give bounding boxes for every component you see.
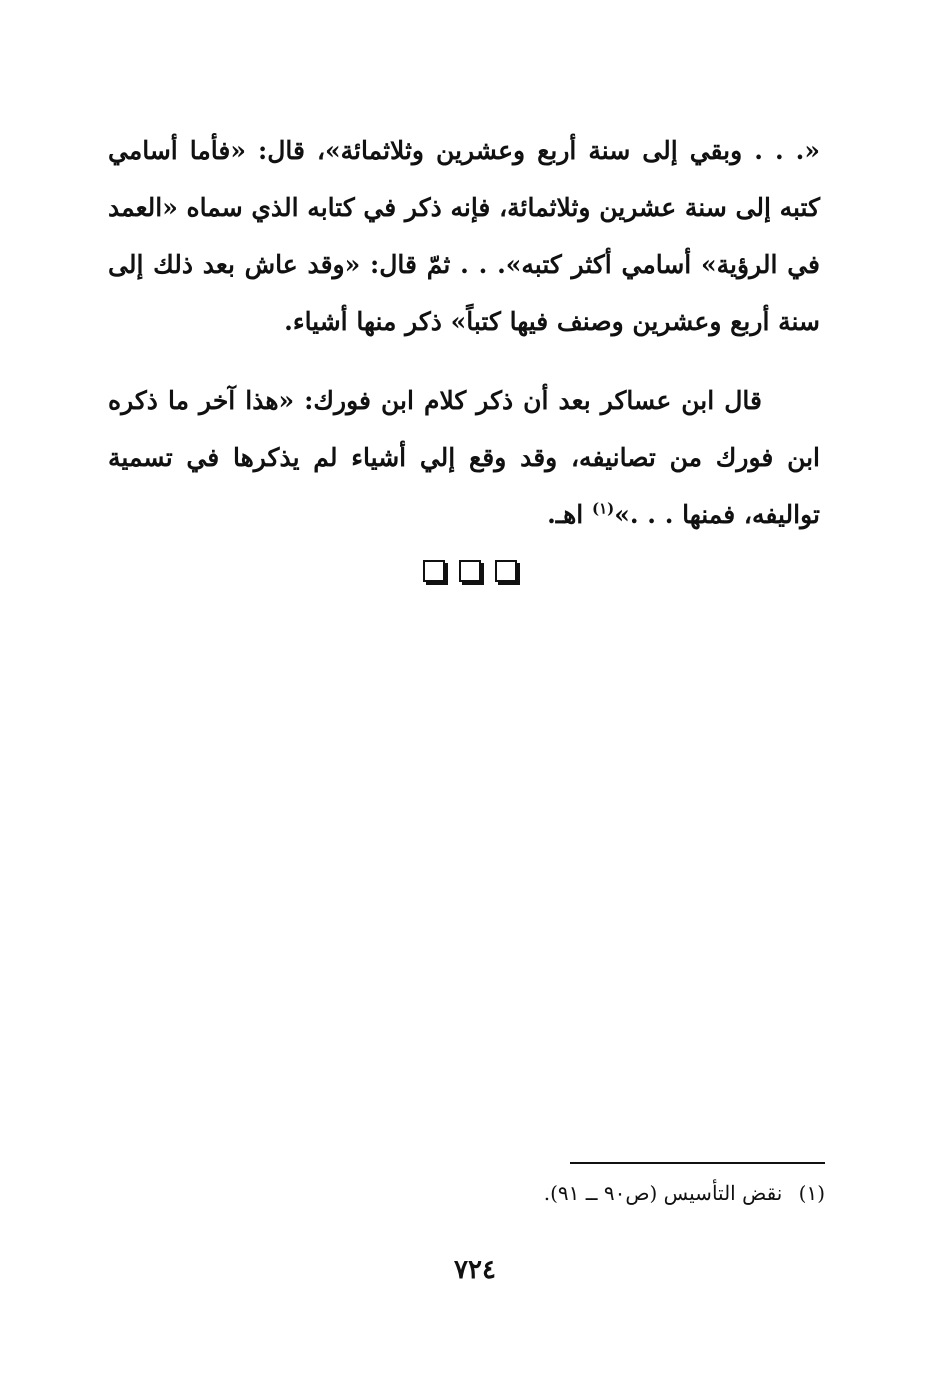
footnote-text: نقض التأسيس (ص٩٠ ــ ٩١). <box>543 1181 783 1205</box>
footnote-number: (١) <box>798 1181 825 1205</box>
footnote-reference: (١) <box>591 499 615 518</box>
paragraph-2-text: قال ابن عساكر بعد أن ذكر كلام ابن فورك: «هذا آخر ما ذكره ابن فورك من تصانيفه، وقد وقع إلي أشياء لم يذكرها في تسمية تواليفه، فمنها . . .» <box>108 386 820 529</box>
paragraph-2-ending: اهـ. <box>547 500 592 529</box>
paragraph-2 <box>108 372 820 543</box>
page-number: ٧٢٤ <box>454 1255 496 1285</box>
paragraph-1: «. . . وبقي إلى سنة أربع وعشرين وثلاثمائة»، قال: «فأما أسامي كتبه إلى سنة عشرين وثلاثمائة، فإنه ذكر في كتابه الذي سماه «العمد في الرؤية» أسامي أكثر كتبه». . . ثمّ قال: «وقد عاش بعد ذلك إلى سنة أربع وعشرين وصنف فيها كتباً» ذكر منها أشياء. <box>108 136 820 336</box>
separator-square-icon <box>423 560 445 582</box>
main-text <box>108 122 820 543</box>
separator-square-icon <box>495 560 517 582</box>
section-separator <box>410 560 530 586</box>
footnote <box>300 1178 825 1208</box>
separator-square-icon <box>459 560 481 582</box>
footnote-divider <box>570 1162 825 1164</box>
